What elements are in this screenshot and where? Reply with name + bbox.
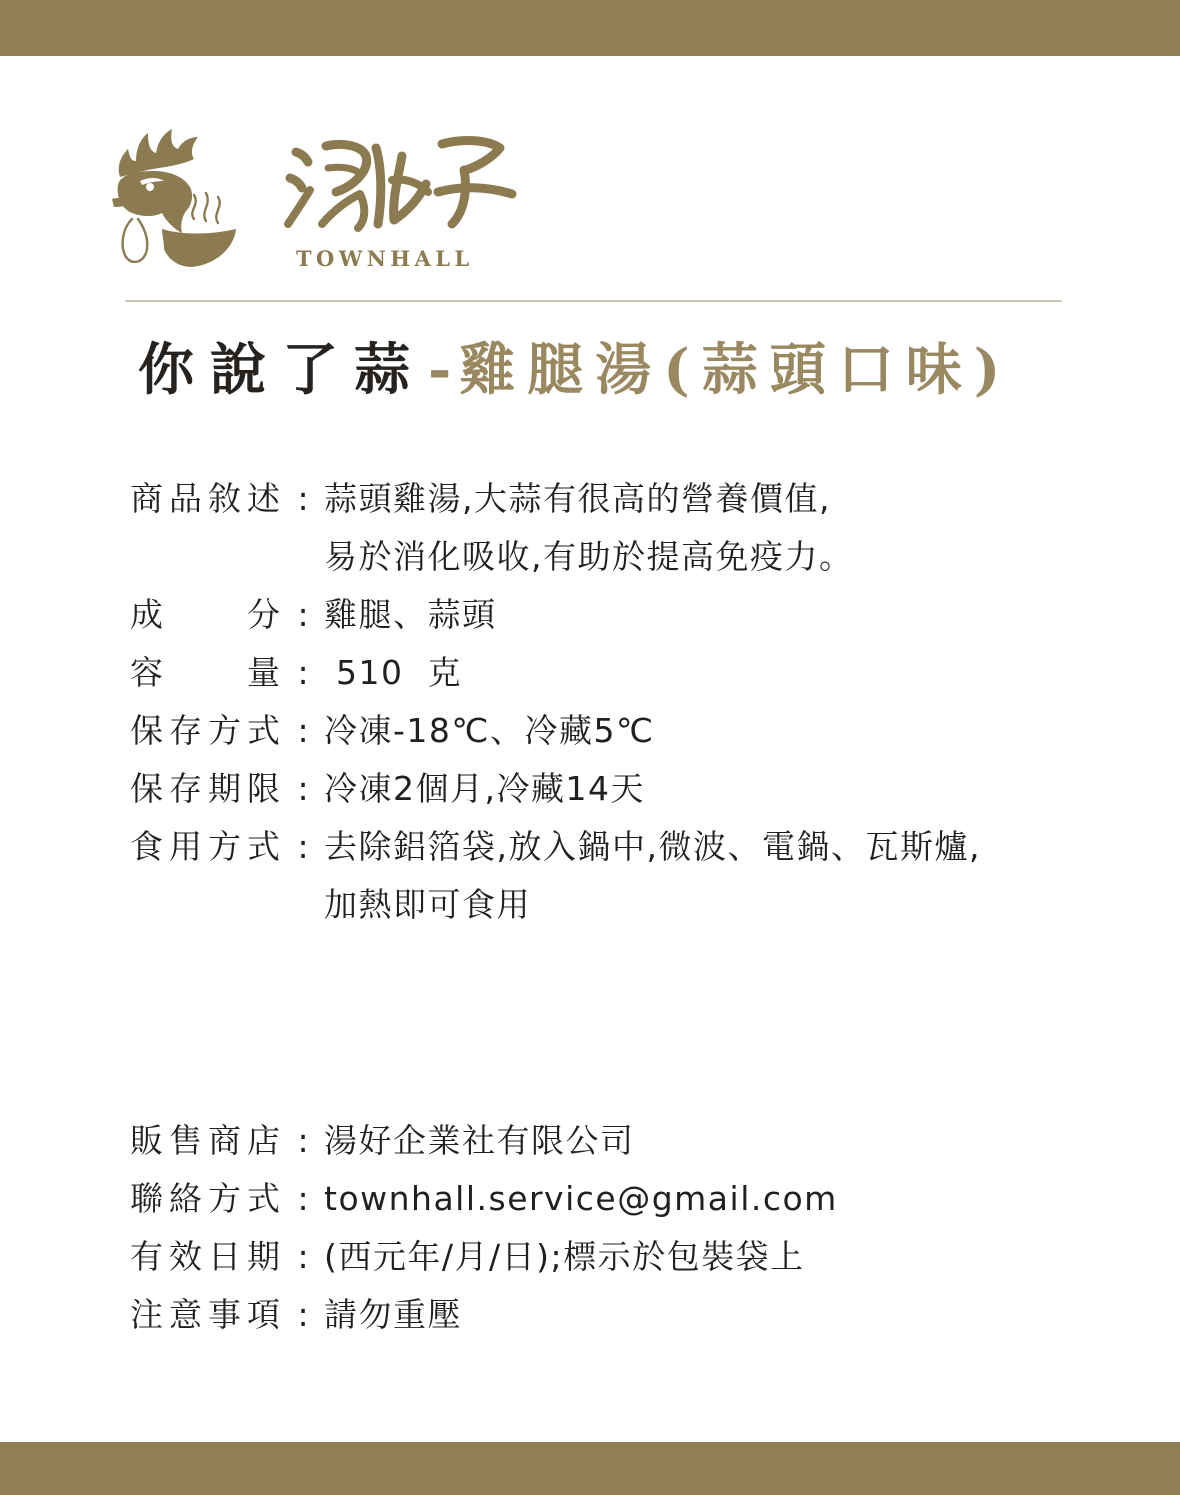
spec-value: 510 克	[324, 653, 462, 692]
spec-row-storage-method	[130, 702, 1170, 760]
spec-value: 湯好企業社有限公司	[324, 1121, 635, 1160]
product-spec-list	[130, 470, 1170, 934]
spec-colon: :	[297, 1121, 309, 1160]
spec-label: 注 意 事 項	[130, 1295, 282, 1334]
spec-label: 容 量	[130, 653, 282, 692]
store-row-contact	[130, 1170, 1170, 1228]
spec-colon: :	[297, 1237, 309, 1276]
contact-email: townhall.service@gmail.com	[324, 1179, 838, 1218]
spec-colon: :	[297, 595, 309, 634]
top-color-band	[0, 0, 1180, 56]
spec-colon: :	[297, 711, 309, 750]
spec-label: 販 售 商 店	[130, 1121, 282, 1160]
spec-value	[324, 1170, 1170, 1228]
spec-row-shelf-life	[130, 760, 1170, 818]
spec-colon: :	[297, 1179, 309, 1218]
brand-script-logo	[282, 128, 518, 233]
product-title-sub: 雞腿湯(蒜頭口味)	[459, 337, 1013, 403]
store-row-seller	[130, 1112, 1170, 1170]
spec-row-net-weight	[130, 644, 1170, 702]
spec-label: 有 效 日 期	[130, 1237, 282, 1276]
spec-label: 保 存 期 限	[130, 769, 282, 808]
product-title-main: 你說了蒜	[138, 337, 426, 403]
spec-label: 聯 絡 方 式	[130, 1179, 282, 1218]
spec-colon: :	[297, 827, 309, 866]
spec-value: 冷凍-18℃、冷藏5℃	[324, 711, 655, 750]
rooster-logo-icon	[110, 125, 240, 275]
store-info-list	[130, 1112, 1170, 1344]
spec-colon: :	[297, 653, 309, 692]
product-title-separator: -	[428, 337, 452, 403]
spec-value: 請勿重壓	[324, 1295, 462, 1334]
spec-label: 食 用 方 式	[130, 827, 282, 866]
spec-row-description	[130, 470, 1170, 586]
spec-row-ingredients	[130, 586, 1170, 644]
spec-value: 冷凍2個月,冷藏14天	[324, 769, 645, 808]
spec-colon: :	[297, 769, 309, 808]
spec-value: 去除鋁箔袋,放入鍋中,微波、電鍋、瓦斯爐, 加熱即可食用	[324, 827, 981, 924]
store-row-notice	[130, 1286, 1170, 1344]
bottom-color-band	[0, 1442, 1180, 1495]
spec-row-preparation	[130, 818, 1170, 934]
spec-value: 蒜頭雞湯,大蒜有很高的營養價值, 易於消化吸收,有助於提高免疫力。	[324, 479, 854, 576]
spec-label: 保 存 方 式	[130, 711, 282, 750]
spec-label: 商 品 敘 述	[130, 479, 282, 518]
store-row-expiry	[130, 1228, 1170, 1286]
brand-english-name: TOWNHALL	[296, 246, 474, 271]
spec-value: (西元年/月/日);標示於包裝袋上	[324, 1237, 805, 1276]
spec-colon: :	[297, 1295, 309, 1334]
spec-colon: :	[297, 479, 309, 518]
spec-value: 雞腿、蒜頭	[324, 595, 497, 634]
header-divider	[125, 300, 1062, 302]
product-title	[138, 332, 1098, 408]
spec-label: 成 分	[130, 595, 282, 634]
